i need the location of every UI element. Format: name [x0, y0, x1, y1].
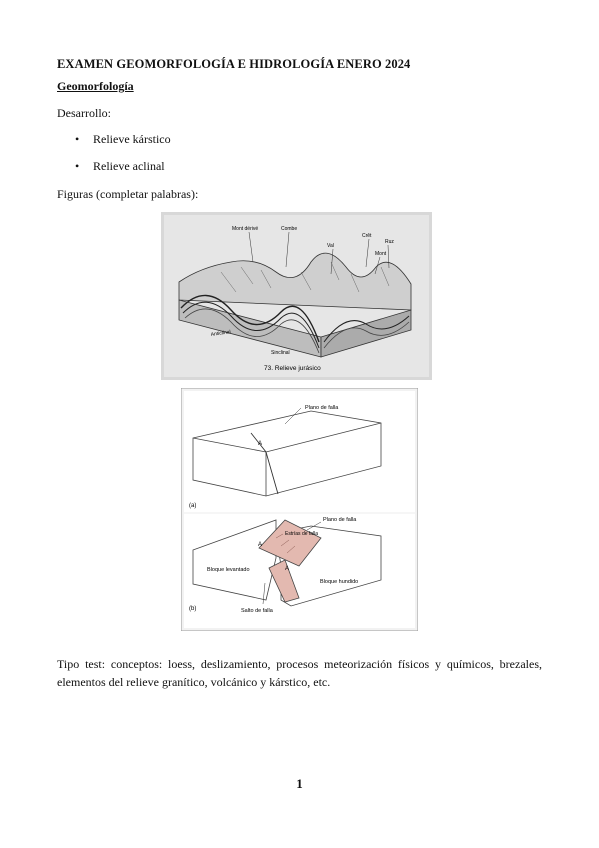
label-mont: Mont	[375, 251, 387, 257]
label-part-a: (a)	[189, 503, 197, 509]
label-bloque-levantado: Bloque levantado	[207, 567, 250, 573]
label-val: Val	[327, 243, 334, 249]
label-cret: Crêt	[362, 233, 372, 239]
bullet-item	[75, 132, 171, 147]
label-mont-derive: Mont dérivé	[232, 226, 259, 232]
bullet-icon: •	[75, 132, 80, 146]
label-a-top: A	[258, 441, 263, 447]
bullet-text: Relieve aclinal	[93, 159, 165, 173]
figures-label: Figuras (completar palabras):	[57, 187, 199, 201]
figure1-caption: 73. Relieve jurásico	[264, 365, 321, 372]
label-bloque-hundido: Bloque hundido	[320, 579, 359, 585]
bullet-item	[75, 159, 165, 174]
label-sinclinal: Sinclinal	[271, 350, 290, 356]
label-anticlinal: Anticlinal	[210, 329, 232, 338]
label-salto-falla: Salto de falla	[241, 608, 273, 614]
label-ruz: Ruz	[385, 239, 394, 245]
label-part-b: (b)	[189, 606, 197, 612]
bullet-text: Relieve kárstico	[93, 132, 171, 146]
exam-title: EXAMEN GEOMORFOLOGÍA E HIDROLOGÍA ENERO 2024	[57, 57, 411, 71]
page-number: 1	[296, 776, 303, 791]
label-a1: A	[258, 542, 263, 548]
test-concepts-paragraph: Tipo test: conceptos: loess, deslizamiento, procesos meteorización físicos y químicos, brezales, elementos del relieve granítico, volcánico y kárstico, etc.	[57, 657, 542, 689]
label-plano-falla-b: Plano de falla	[323, 517, 357, 523]
development-label: Desarrollo:	[57, 106, 111, 120]
section-subtitle: Geomorfología	[57, 79, 134, 93]
label-a2: A	[285, 566, 290, 572]
label-combe: Combe	[281, 226, 298, 232]
label-estrias: Estrías de falla	[285, 531, 319, 537]
jurassic-relief-figure	[161, 212, 432, 380]
fault-diagram-figure	[181, 388, 418, 631]
label-plano-falla-a: Plano de falla	[305, 405, 339, 411]
bullet-icon: •	[75, 159, 80, 173]
